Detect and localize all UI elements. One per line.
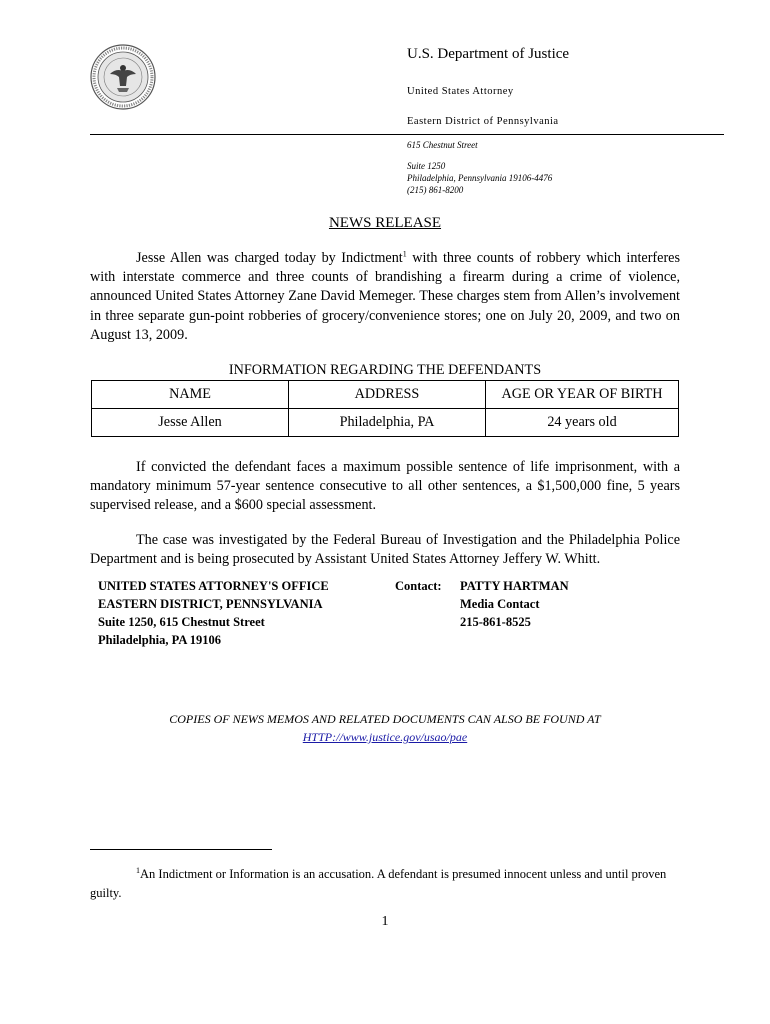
office-contact-block [98,577,329,649]
address-phone: (215) 861-8200 [407,185,464,195]
office-line-4: Philadelphia, PA 19106 [98,633,222,647]
department-name: U.S. Department of Justice [407,46,570,62]
address-city: Philadelphia, Pennsylvania 19106-4476 [407,173,553,183]
contact-phone: 215-861-8525 [460,615,531,629]
news-release-title: NEWS RELEASE [328,215,442,231]
column-header-age: AGE OR YEAR OF BIRTH [486,381,679,409]
office-name: United States Attorney [407,86,514,97]
district-name: Eastern District of Pennsylvania [407,116,559,127]
table-row [92,409,679,437]
charges-text-end: with three counts of robbery which interferes with interstate commerce and three counts of brandishing a firearm during a crime of violence, announced United States Attorney Zane David Memeger. These charges stem from Allen’s involvement in three separate gun-point robberies of grocery/convenience stores; one on July 20, 2009, and two on August 13, 2009. [90,250,680,343]
copies-text: COPIES OF NEWS MEMOS AND RELATED DOCUMENTS CAN ALSO BE FOUND AT [169,712,601,726]
cell-address: Philadelphia, PA [289,409,486,437]
doj-seal-icon [90,44,156,110]
contact-label: Contact: [395,579,442,593]
media-contact-block [395,577,569,631]
address-street: 615 Chestnut Street [407,140,478,150]
charges-text-start: Jesse Allen was charged today by Indictment [136,250,403,266]
sentence-text: If convicted the defendant faces a maximum possible sentence of life imprisonment, with a mandatory minimum 57-year sentence consecutive to all other sentences, a $1,500,000 fine, 5 years supervised release, and a $600 special assessment. [90,459,680,514]
footnote-text: An Indictment or Information is an accusation. A defendant is presumed innocent unless and until proven guilty. [90,867,667,900]
header-rule [90,134,724,135]
cell-name: Jesse Allen [92,409,289,437]
footnote-rule [90,849,272,850]
footnote-reference: 1 [402,249,407,259]
defendants-table-title: INFORMATION REGARDING THE DEFENDANTS [228,362,542,378]
page-number: 1 [381,914,389,929]
office-line-3: Suite 1250, 615 Chestnut Street [98,615,265,629]
office-line-2: EASTERN DISTRICT, PENNSYLVANIA [98,597,323,611]
paragraph-sentence [90,458,680,516]
contact-role: Media Contact [460,597,540,611]
cell-age: 24 years old [486,409,679,437]
table-header-row [92,381,679,409]
paragraph-investigation [90,531,680,569]
column-header-address: ADDRESS [289,381,486,409]
footnote-mark: 1 [136,865,140,875]
contact-name: PATTY HARTMAN [460,579,569,593]
address-suite: Suite 1250 [407,161,446,171]
usao-link[interactable]: HTTP://www.justice.gov/usao/pae [302,730,468,744]
defendants-table [91,380,679,437]
paragraph-charges [90,249,680,345]
footnote [90,865,680,903]
column-header-name: NAME [92,381,289,409]
copies-notice [0,710,770,746]
address-block [407,160,552,196]
office-line-1: UNITED STATES ATTORNEY'S OFFICE [98,579,329,593]
investigation-text: The case was investigated by the Federal Bureau of Investigation and the Philadelphia Police Department and is being prosecuted by Assistant United States Attorney Jeffery W. Whitt. [90,532,680,568]
